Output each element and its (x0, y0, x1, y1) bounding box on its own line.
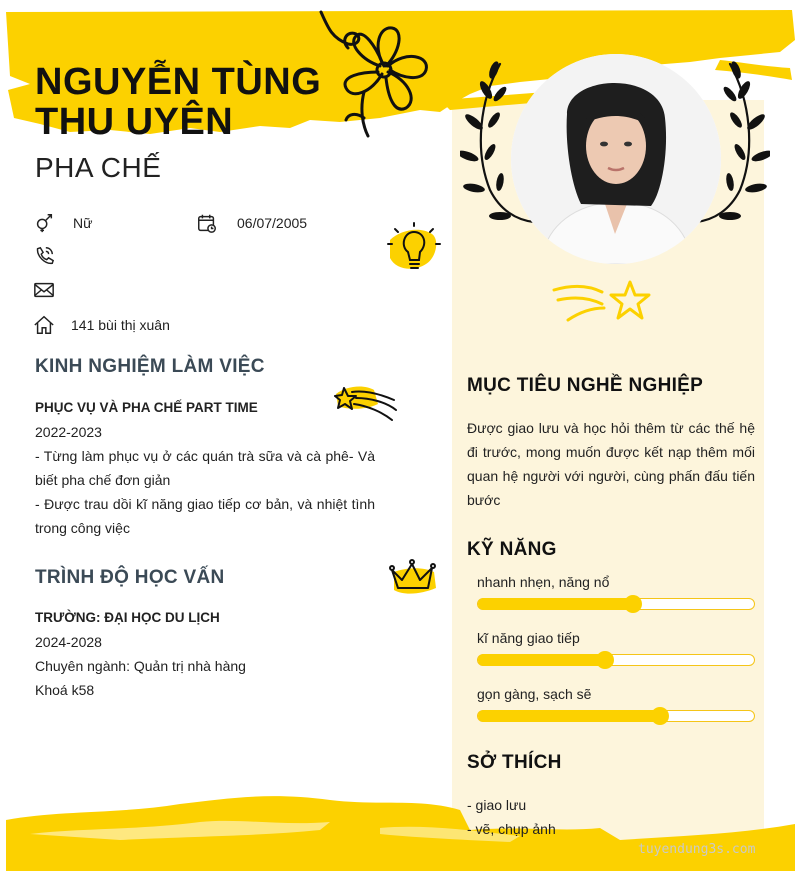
education-major: Chuyên ngành: Quản trị nhà hàng (35, 658, 246, 674)
gender-icon (33, 212, 55, 234)
education-block (35, 606, 375, 702)
crown-doodle-icon (388, 558, 440, 598)
hobby-item: - giao lưu (467, 797, 527, 813)
address-value: 141 bùi thị xuân (71, 317, 170, 333)
gender-value: Nữ (73, 215, 93, 231)
skill-label: nhanh nhẹn, năng nổ (477, 574, 610, 590)
education-school: TRƯỜNG: ĐẠI HỌC DU LỊCH (35, 610, 220, 625)
job-title: PHA CHẾ (35, 152, 162, 183)
home-icon (33, 314, 55, 336)
experience-period: 2022-2023 (35, 424, 102, 440)
phone-row (33, 245, 71, 267)
name-line-2: THU UYÊN (35, 101, 234, 143)
name-line-1: NGUYỄN TÙNG (35, 61, 322, 103)
skill-level-knob (596, 651, 614, 669)
gender-row (33, 212, 92, 234)
candidate-name (35, 62, 321, 142)
flower-doodle-icon (318, 8, 442, 138)
experience-line-1: - Từng làm phục vụ ở các quán trà sữa và cà phê- Và biết pha chế đơn giản (35, 448, 375, 488)
phone-icon (33, 245, 55, 267)
education-title: TRÌNH ĐỘ HỌC VẤN (35, 567, 225, 588)
skill-level-fill (478, 710, 660, 722)
skill-level-bar (477, 710, 755, 722)
experience-block (35, 396, 375, 540)
skill-level-knob (624, 595, 642, 613)
hobbies-title: SỞ THÍCH (467, 752, 562, 773)
skill-level-bar (477, 654, 755, 666)
experience-role: PHỤC VỤ VÀ PHA CHẾ PART TIME (35, 400, 258, 415)
avatar-photo (511, 54, 721, 264)
skill-label: gọn gàng, sạch sẽ (477, 686, 592, 702)
calendar-icon (196, 212, 218, 234)
birthday-value: 06/07/2005 (237, 215, 308, 231)
skill-level-bar (477, 598, 755, 610)
skill-label: kĩ năng giao tiếp (477, 630, 580, 646)
birthday-row (196, 212, 307, 234)
skill-level-fill (478, 598, 633, 610)
email-row (33, 279, 71, 301)
hobby-item: - vẽ, chụp ảnh (467, 821, 556, 837)
education-course: Khoá k58 (35, 682, 95, 698)
experience-line-2: - Được trau dồi kĩ năng giao tiếp cơ bản, và nhiệt tình trong công việc (35, 496, 375, 536)
email-icon (33, 279, 55, 301)
experience-title: KINH NGHIỆM LÀM VIỆC (35, 356, 265, 377)
objective-text: Được giao lưu và học hỏi thêm từ các thế hệ đi trước, mong muốn được kết nạp thêm mối quan hệ người với người, cùng phấn đấu tiến bước (467, 420, 755, 508)
lightbulb-doodle-icon (386, 222, 446, 278)
star-doodle-icon (550, 278, 654, 326)
objective-title: MỤC TIÊU NGHỀ NGHIỆP (467, 375, 704, 396)
skills-title: KỸ NĂNG (467, 539, 557, 560)
education-period: 2024-2028 (35, 634, 102, 650)
watermark: tuyendung3s.com (638, 842, 756, 857)
skill-level-fill (478, 654, 605, 666)
address-row (33, 314, 170, 336)
